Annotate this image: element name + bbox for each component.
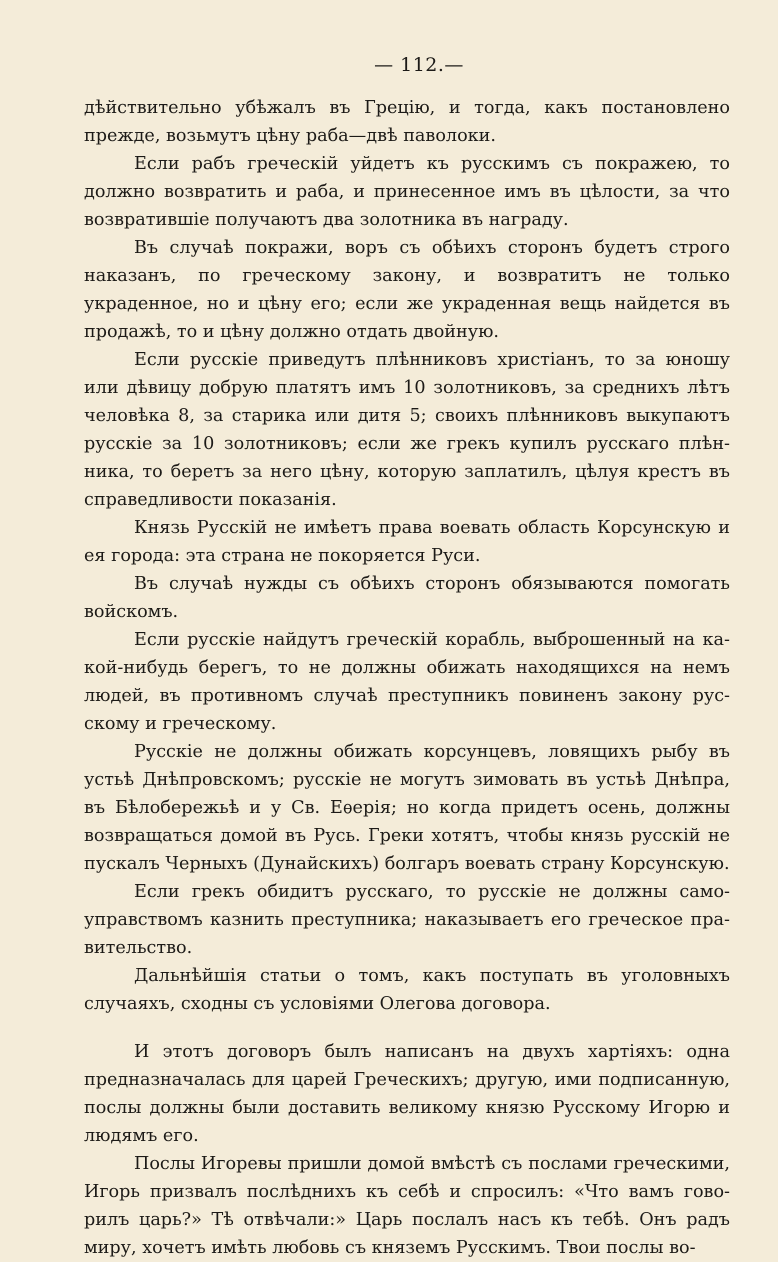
paragraph: Въ случаѣ покражи, воръ съ обѣихъ сторонъ будетъ строго наказанъ, по греческому закону, и возвратитъ не только украденное, но и цѣну его; если же украденная вещь найдется въ продажѣ, то и цѣну должно отдать двойную. [84,238,730,342]
paragraph: Въ случаѣ нужды съ обѣихъ сторонъ обязываются помогать войскомъ. [84,574,730,622]
paragraph: Если русскіе найдутъ греческій корабль, выброшенный на какой-нибудь берегъ, то не должны обижать находящихся на немъ людей, въ противномъ случаѣ преступникъ повиненъ закону русскому и греческому. [84,630,730,734]
page-number: — 112.— [374,54,464,76]
paragraph: Если рабъ греческій уйдетъ къ русскимъ съ покражею, то должно возвратить и раба, и принесенное имъ въ цѣлости, за что возвратившіе получаютъ два золотника въ награду. [84,154,730,230]
paragraph: дѣйствительно убѣжалъ въ Грецію, и тогда, какъ постановлено прежде, возьмутъ цѣну раба—двѣ паволоки. [84,98,730,146]
paragraph: Русскіе не должны обижать корсунцевъ, ловящихъ рыбу въ устьѣ Днѣпровскомъ; русскіе не могутъ зимовать въ устьѣ Днѣпра, въ Бѣлобережьѣ и у Св. Еѳерія; но когда придетъ осень, должны возвращаться домой въ Русь. Греки хотятъ, чтобы князь русскій не пускалъ Черныхъ (Дунайскихъ) болгаръ воевать страну Корсунскую. [84,742,730,874]
paragraph: Дальнѣйшія статьи о томъ, какъ поступать въ уголовныхъ случаяхъ, сходны съ условіями Олегова договора. [84,966,730,1014]
paragraph: Послы Игоревы пришли домой вмѣстѣ съ послами греческими, Игорь призвалъ послѣднихъ къ себѣ и спросилъ: «Что вамъ говорилъ царь?» Тѣ отвѣчали:» Царь послалъ насъ къ тебѣ. Онъ радъ миру, хочетъ имѣть любовь съ княземъ Русскимъ. Твои послы во- [84,1154,730,1258]
paragraph: Если грекъ обидитъ русскаго, то русскіе не должны самоуправствомъ казнить преступника; наказываетъ его греческое правительство. [84,882,730,958]
page-text [84,94,730,1262]
paragraph: Князь Русскій не имѣетъ права воевать область Корсунскую и ея города: эта страна не покоряется Руси. [84,518,730,566]
paragraph: Если русскіе приведутъ плѣнниковъ христіанъ, то за юношу или дѣвицу добрую платятъ имъ 10 золотниковъ, за среднихъ лѣтъ человѣка 8, за старика или дитя 5; своихъ плѣнниковъ выкупаютъ русскіе за 10 золотниковъ; если же грекъ купилъ русскаго плѣнника, то беретъ за него цѣну, которую заплатилъ, цѣлуя крестъ въ справедливости показанія. [84,350,730,510]
paragraph: И этотъ договоръ былъ написанъ на двухъ хартіяхъ: одна предназначалась для царей Греческихъ; другую, ими подписанную, послы должны были доставить великому князю Русскому Игорю и людямъ его. [84,1042,730,1146]
